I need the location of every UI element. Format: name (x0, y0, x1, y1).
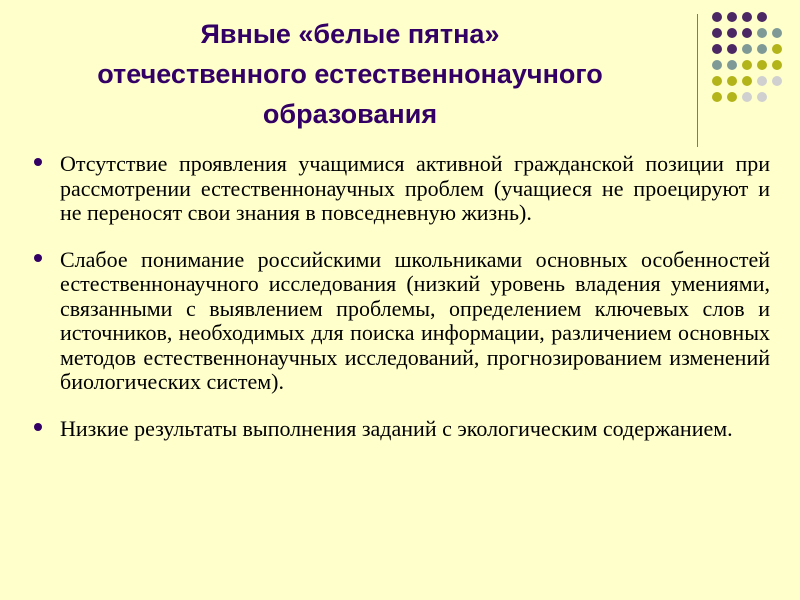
decorative-dot (757, 44, 767, 54)
bullet-text: Низкие результаты выполнения заданий с экологическим содержанием. (60, 415, 733, 441)
decorative-dot (712, 44, 722, 54)
decorative-dot (757, 12, 767, 22)
bullet-list (30, 152, 770, 463)
title-line-1: Явные «белые пятна» (200, 19, 500, 49)
decorative-dot (757, 60, 767, 70)
decorative-dot (742, 28, 752, 38)
decorative-dot (757, 76, 767, 86)
decorative-dot (712, 12, 722, 22)
decorative-dot (772, 76, 782, 86)
slide-title (40, 14, 660, 134)
bullet-item (30, 248, 770, 395)
decorative-dot (712, 76, 722, 86)
title-line-3: образования (262, 99, 438, 129)
title-divider-line (697, 14, 698, 147)
decorative-dot (712, 28, 722, 38)
decorative-dot (727, 12, 737, 22)
decorative-dot (712, 60, 722, 70)
decorative-dot (772, 60, 782, 70)
decorative-dot (727, 92, 737, 102)
bullet-item (30, 417, 770, 442)
decorative-dot (772, 28, 782, 38)
decorative-dot (727, 76, 737, 86)
decorative-dot (742, 44, 752, 54)
decorative-dot (712, 92, 722, 102)
decorative-dot (742, 92, 752, 102)
title-line-2: отечественного естественнонаучного (97, 59, 603, 89)
decorative-dot (757, 28, 767, 38)
bullet-text: Слабое понимание российскими школьниками основных особенностей естественнонаучного исследования (низкий уровень владения умениями, связанными с выявлением проблемы, определением ключевых слов и источников, необходимых для поиска информации, различением основных методов естественнонаучных исследований, прогнозированием изменений биологических систем). (60, 246, 770, 394)
bullet-text: Отсутствие проявления учащимися активной гражданской позиции при рассмотрении естественнонаучных проблем (учащиеся не проецируют и не переносят свои знания в повседневную жизнь). (60, 151, 770, 225)
decorative-dot (742, 60, 752, 70)
decorative-dot (727, 44, 737, 54)
dot-grid-icon (712, 12, 792, 132)
decorative-dot (742, 12, 752, 22)
bullet-icon (34, 423, 42, 431)
decorative-dot (772, 44, 782, 54)
decorative-dot (727, 60, 737, 70)
decorative-dot (742, 76, 752, 86)
bullet-icon (34, 158, 42, 166)
bullet-icon (34, 254, 42, 262)
bullet-item (30, 152, 770, 226)
decorative-dot (757, 92, 767, 102)
decorative-dot (727, 28, 737, 38)
